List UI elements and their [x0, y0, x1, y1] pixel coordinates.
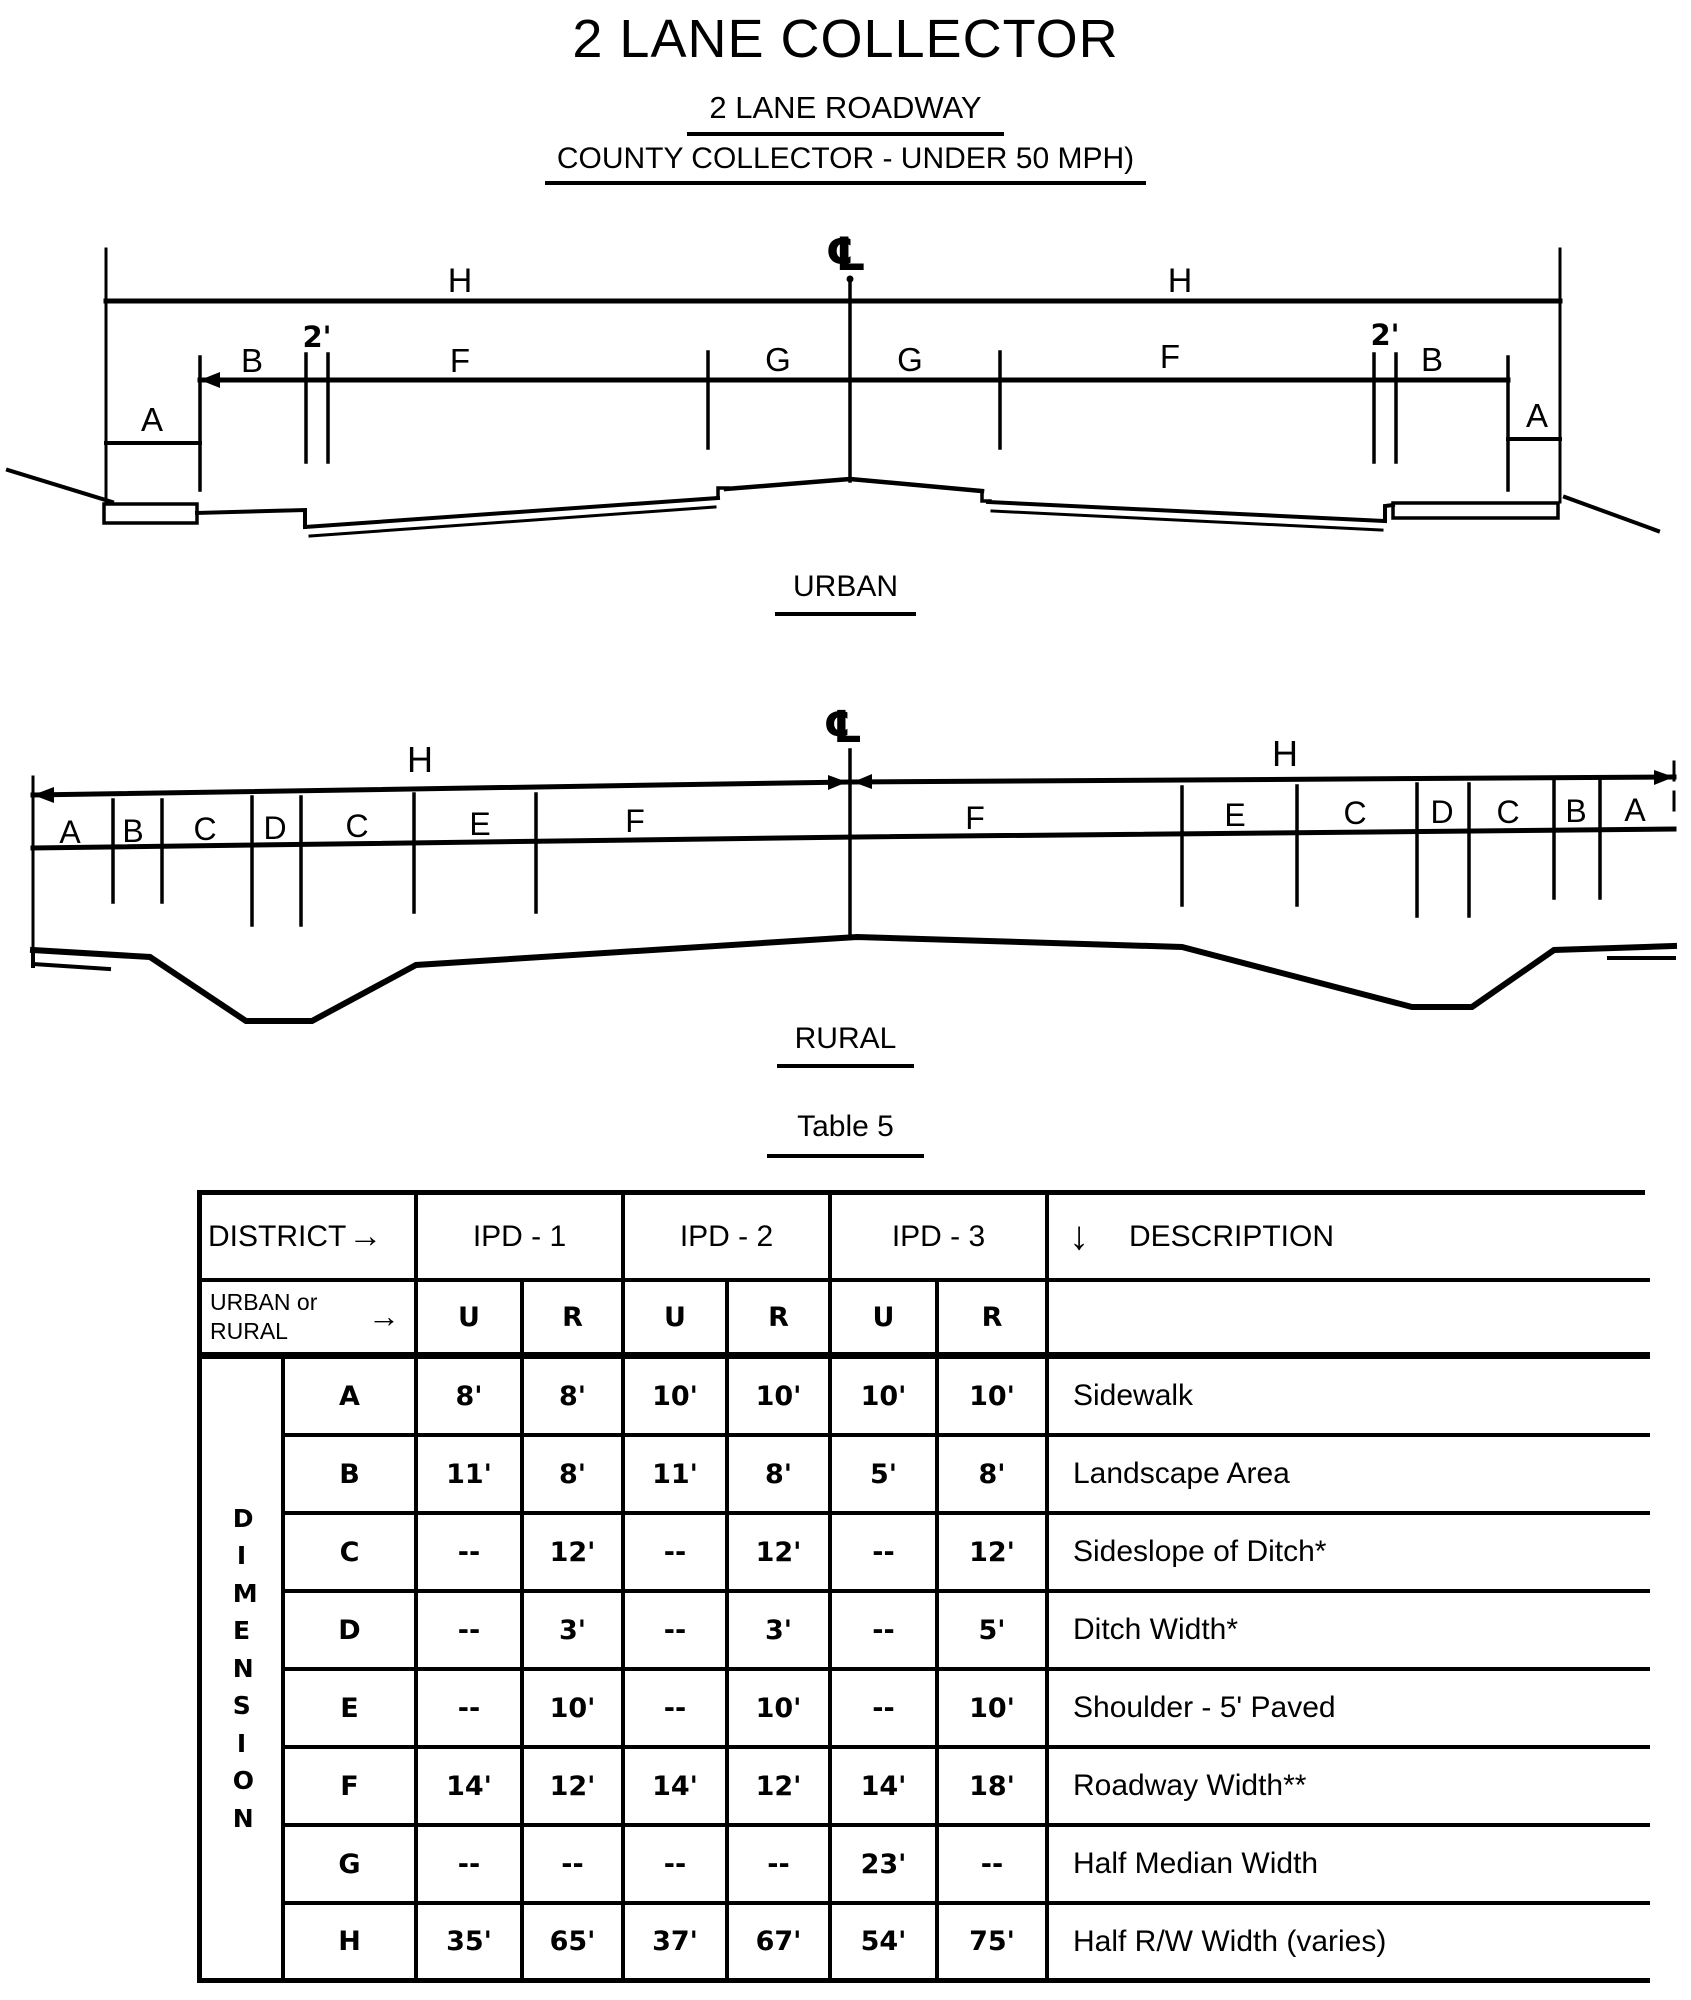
- dimensions-table: [197, 1190, 1645, 1983]
- rural-label: RURAL: [210, 1318, 288, 1344]
- table-cell: 12': [524, 1515, 625, 1593]
- rural-label-b-right: B: [1565, 793, 1587, 829]
- table-cell: 8': [524, 1359, 625, 1437]
- rural-label-f-right: F: [965, 800, 985, 836]
- table-cell: --: [625, 1515, 729, 1593]
- urban-label-b-right: B: [1420, 341, 1444, 378]
- down-arrow-icon: ↓: [1069, 1214, 1089, 1258]
- urban-label-a-right: A: [1525, 397, 1549, 434]
- table-cell: 11': [418, 1437, 524, 1515]
- table-cell: 37': [625, 1905, 729, 1983]
- page-title: 2 LANE COLLECTOR: [572, 9, 1119, 69]
- table-cell: 3': [729, 1593, 832, 1671]
- rural-label-f-left: F: [625, 803, 645, 839]
- table-cell: 14': [418, 1749, 524, 1827]
- table-cell: 5': [939, 1593, 1049, 1671]
- rural-caption: RURAL: [0, 1022, 1691, 1068]
- table-cell: --: [832, 1671, 939, 1749]
- urban-or-rural-header-cell: [202, 1282, 418, 1359]
- table-cell: 10': [939, 1359, 1049, 1437]
- urban-label-b-left: B: [240, 342, 264, 379]
- urban-centerline-symbol: ℄: [825, 227, 867, 281]
- table-row-dim: G: [285, 1827, 418, 1905]
- ur-col-header: R: [524, 1282, 625, 1359]
- urban-dim-arrowhead: [200, 372, 220, 388]
- table-caption: Table 5: [0, 1110, 1691, 1158]
- table-cell: 65': [524, 1905, 625, 1983]
- description-header-label: DESCRIPTION: [1129, 1219, 1335, 1253]
- rural-label-c1-left: C: [193, 811, 217, 847]
- urban-label-h-right: H: [1167, 262, 1193, 300]
- rural-dim-arrowheads: [33, 770, 1674, 803]
- urban-caption: URBAN: [0, 570, 1691, 616]
- table-cell: --: [418, 1593, 524, 1671]
- rural-label-c2-right: C: [1496, 794, 1520, 830]
- table-cell: --: [832, 1515, 939, 1593]
- urban-label-f-left: F: [449, 342, 471, 379]
- subtitle-county-collector: COUNTY COLLECTOR - UNDER 50 MPH): [0, 142, 1691, 185]
- table-cell: 18': [939, 1749, 1049, 1827]
- rural-label-b-left: B: [122, 813, 144, 849]
- dimension-vertical-label: DIMENSION: [202, 1359, 285, 1983]
- table-cell: 10': [939, 1671, 1049, 1749]
- table-cell: --: [729, 1827, 832, 1905]
- rural-label-a-left: A: [59, 814, 81, 850]
- rural-label-e-left: E: [469, 806, 491, 842]
- rural-label-h-left: H: [407, 739, 433, 780]
- table-cell: --: [832, 1593, 939, 1671]
- table-cell: --: [524, 1827, 625, 1905]
- rural-label-d-right: D: [1430, 794, 1454, 830]
- rural-label-d-left: D: [263, 810, 287, 846]
- district-ipd2-header: IPD - 2: [625, 1195, 832, 1282]
- table-cell: 10': [729, 1671, 832, 1749]
- table-cell: 11': [625, 1437, 729, 1515]
- table-cell: 3': [524, 1593, 625, 1671]
- urban-label-g-left: G: [765, 341, 791, 378]
- table-cell: 8': [524, 1437, 625, 1515]
- table-cell: 10': [524, 1671, 625, 1749]
- table-row-description: Sidewalk: [1049, 1359, 1650, 1437]
- header-spacer-cell: [1049, 1282, 1650, 1359]
- rural-segment-ticks: [113, 781, 1600, 925]
- table-row-dim: A: [285, 1359, 418, 1437]
- table-cell: --: [418, 1515, 524, 1593]
- table-cell: 12': [524, 1749, 625, 1827]
- ur-col-header: R: [939, 1282, 1049, 1359]
- urban-ground-profile: [8, 470, 1658, 536]
- table-cell: 8': [418, 1359, 524, 1437]
- district-ipd1-header: IPD - 1: [418, 1195, 625, 1282]
- urban-or-label: URBAN or: [210, 1289, 318, 1316]
- rural-label-e-right: E: [1224, 797, 1246, 833]
- ur-col-header: U: [418, 1282, 524, 1359]
- rural-h-dimension-line: [33, 777, 1674, 795]
- rural-cross-section-diagram: [0, 680, 1691, 1070]
- ur-col-header: U: [625, 1282, 729, 1359]
- table-cell: 10': [625, 1359, 729, 1437]
- table-cell: 5': [832, 1437, 939, 1515]
- table-row-dim: B: [285, 1437, 418, 1515]
- ur-col-header: R: [729, 1282, 832, 1359]
- table-row-description: Half R/W Width (varies): [1049, 1905, 1650, 1983]
- table-cell: --: [625, 1593, 729, 1671]
- table-cell: --: [418, 1671, 524, 1749]
- urban-label-a-left: A: [140, 401, 164, 438]
- table-cell: 67': [729, 1905, 832, 1983]
- district-header-label: DISTRICT: [208, 1219, 347, 1253]
- table-cell: --: [418, 1827, 524, 1905]
- table-cell: --: [625, 1671, 729, 1749]
- table-row-description: Shoulder - 5' Paved: [1049, 1671, 1650, 1749]
- table-cell: 14': [832, 1749, 939, 1827]
- table-cell: 12': [729, 1515, 832, 1593]
- urban-label-g-right: G: [897, 341, 923, 378]
- right-arrow-icon: →: [368, 1298, 400, 1334]
- table-row-dim: C: [285, 1515, 418, 1593]
- rural-label-h-right: H: [1272, 733, 1298, 774]
- rural-ground-profile: [33, 937, 1674, 1021]
- description-header-cell: [1049, 1195, 1650, 1282]
- rural-label-c1-right: C: [1343, 795, 1367, 831]
- table-cell: 10': [729, 1359, 832, 1437]
- table-cell: 35': [418, 1905, 524, 1983]
- table-cell: 12': [939, 1515, 1049, 1593]
- ur-col-header: U: [832, 1282, 939, 1359]
- table-cell: 54': [832, 1905, 939, 1983]
- urban-label-2ft-left: 2': [302, 320, 332, 354]
- table-cell: 75': [939, 1905, 1049, 1983]
- urban-label-h-left: H: [447, 262, 473, 300]
- rural-label-a-right: A: [1624, 792, 1646, 828]
- subtitle-roadway: 2 LANE ROADWAY: [0, 90, 1691, 136]
- table-cell: 14': [625, 1749, 729, 1827]
- table-row-dim: D: [285, 1593, 418, 1671]
- table-cell: 12': [729, 1749, 832, 1827]
- district-ipd3-header: IPD - 3: [832, 1195, 1049, 1282]
- table-row-description: Landscape Area: [1049, 1437, 1650, 1515]
- table-cell: --: [625, 1827, 729, 1905]
- table-row-description: Sideslope of Ditch*: [1049, 1515, 1650, 1593]
- table-row-dim: E: [285, 1671, 418, 1749]
- table-row-description: Ditch Width*: [1049, 1593, 1650, 1671]
- urban-label-f-right: F: [1159, 338, 1181, 375]
- table-row-description: Roadway Width**: [1049, 1749, 1650, 1827]
- district-header-cell: [202, 1195, 418, 1282]
- table-cell: 8': [939, 1437, 1049, 1515]
- right-arrow-icon: →: [348, 1217, 383, 1255]
- rural-centerline-symbol: ℄: [823, 702, 863, 753]
- table-cell: 8': [729, 1437, 832, 1515]
- rural-label-c2-left: C: [345, 808, 369, 844]
- table-cell: --: [939, 1827, 1049, 1905]
- table-row-dim: H: [285, 1905, 418, 1983]
- urban-cross-section-diagram: [0, 175, 1691, 605]
- table-row-description: Half Median Width: [1049, 1827, 1650, 1905]
- urban-dimension-ticks: [200, 352, 1508, 490]
- table-row-dim: F: [285, 1749, 418, 1827]
- urban-label-2ft-right: 2': [1370, 318, 1400, 352]
- table-cell: 10': [832, 1359, 939, 1437]
- table-cell: 23': [832, 1827, 939, 1905]
